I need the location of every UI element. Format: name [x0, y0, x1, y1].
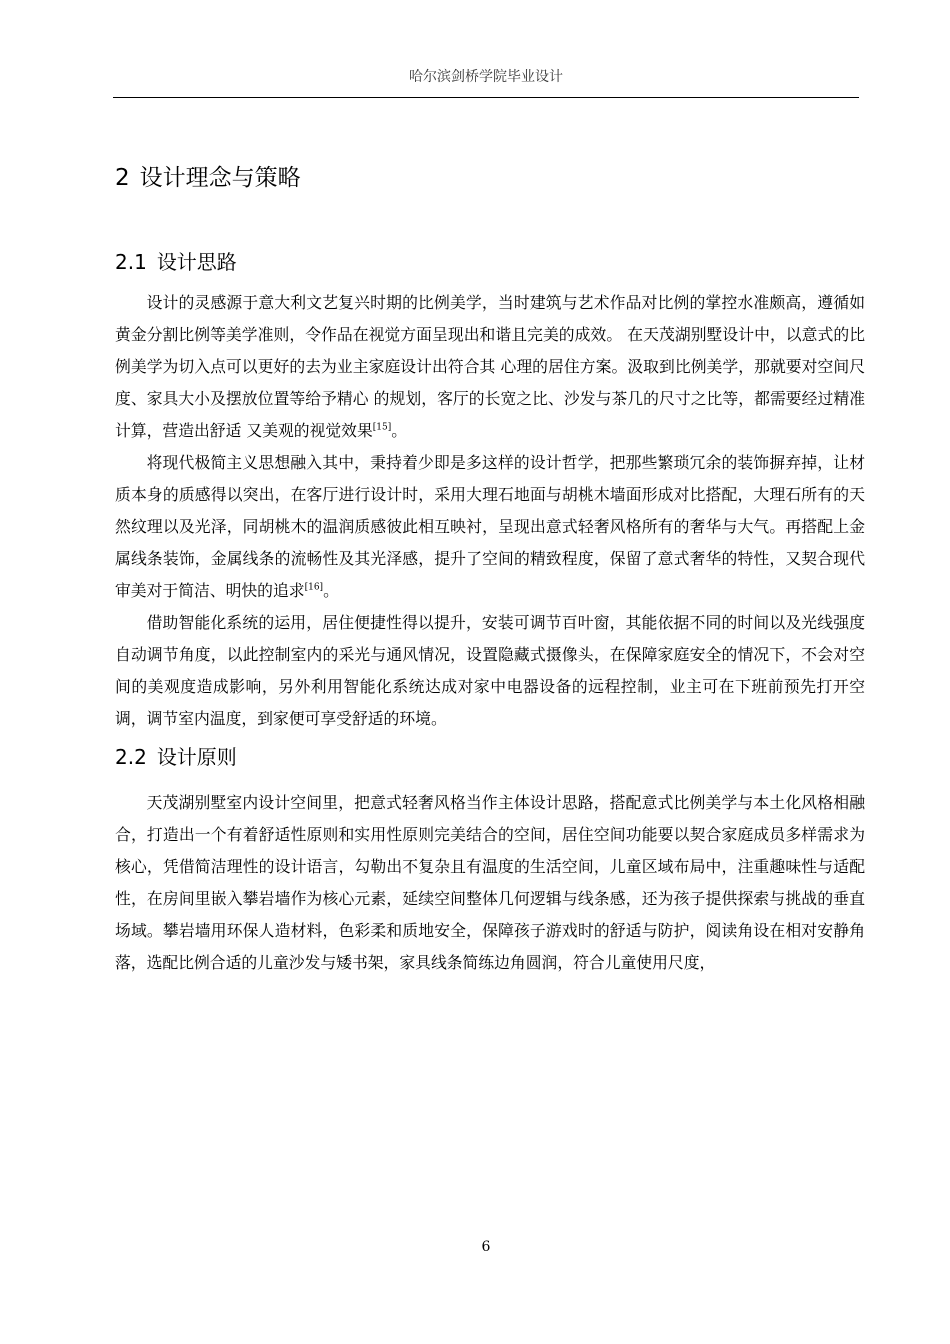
- chapter-title: 设计理念与策略: [139, 165, 301, 191]
- page-number: 6: [481, 1239, 491, 1255]
- section-title: 设计思路: [156, 250, 237, 274]
- paragraph-2-1-3: [115, 607, 865, 735]
- paragraph-text: 借助智能化系统的运用，居住便捷性得以提升，安装可调节百叶窗，其能依据不同的时间以及光线强度自动调节角度，以此控制室内的采光与通风情况，设置隐藏式摄像头，在保障家庭安全的情况下，不会对空间的美观度造成影响，另外利用智能化系统达成对家中电器设备的远程控制，业主可在下班前预先打开空调，调节室内温度，到家便可享受舒适的环境。: [115, 613, 865, 728]
- section-number: 2.2: [115, 745, 147, 769]
- paragraph-2-1-2: [115, 447, 865, 607]
- paragraph-end: 。: [391, 421, 408, 440]
- paragraph-2-2-1: [115, 787, 865, 979]
- paragraph-end: 。: [323, 581, 339, 600]
- citation-marker: [16]: [304, 582, 324, 593]
- section-heading-2-1: [115, 246, 865, 278]
- chapter-heading: [115, 160, 865, 196]
- section-title: 设计原则: [156, 745, 237, 769]
- paragraph-text: 将现代极简主义思想融入其中，秉持着少即是多这样的设计哲学，把那些繁琐冗余的装饰摒弃掉，让材质本身的质感得以突出，在客厅进行设计时，采用大理石地面与胡桃木墙面形成对比搭配，大理石所有的天然纹理以及光泽，同胡桃木的温润质感彼此相互映衬，呈现出意式轻奢风格所有的奢华与大气。再搭配上金属线条装饰，金属线条的流畅性及其光泽感，提升了空间的精致程度，保留了意式奢华的特性，又契合现代审美对于简洁、明快的追求: [115, 453, 865, 600]
- section-heading-2-2: [115, 741, 865, 773]
- chapter-number: 2: [115, 165, 130, 191]
- paragraph-text: 设计的灵感源于意大利文艺复兴时期的比例美学，当时建筑与艺术作品对比例的掌控水准颇高，遵循如黄金分割比例等美学准则，令作品在视觉方面呈现出和谐且完美的成效。 在天茂湖别墅设计中，以意式的比例美学为切入点可以更好的去为业主家庭设计出符合其 心理的居住方案。汲取到比例美学，那就要对空间尺度、家具大小及摆放位置等给予精心 的规划，客厅的长宽之比、沙发与茶几的尺寸之比等，都需要经过精准计算，营造出舒适 又美观的视觉效果: [115, 293, 865, 440]
- citation-marker: [15]: [372, 422, 392, 433]
- page-header: 哈尔滨剑桥学院毕业设计: [409, 69, 563, 85]
- page-body: [115, 160, 865, 979]
- section-number: 2.1: [115, 250, 147, 274]
- paragraph-text: 天茂湖别墅室内设计空间里，把意式轻奢风格当作主体设计思路，搭配意式比例美学与本土化风格相融合，打造出一个有着舒适性原则和实用性原则完美结合的空间，居住空间功能要以契合家庭成员多样需求为核心，凭借简洁理性的设计语言，勾勒出不复杂且有温度的生活空间，儿童区域布局中，注重趣味性与适配性，在房间里嵌入攀岩墙作为核心元素，延续空间整体几何逻辑与线条感，还为孩子提供探索与挑战的垂直场域。攀岩墙用环保人造材料，色彩柔和质地安全，保障孩子游戏时的舒适与防护，阅读角设在相对安静角落，选配比例合适的儿童沙发与矮书架，家具线条简练边角圆润，符合儿童使用尺度，: [115, 793, 865, 972]
- paragraph-2-1-1: [115, 287, 865, 447]
- header-divider: [113, 97, 859, 98]
